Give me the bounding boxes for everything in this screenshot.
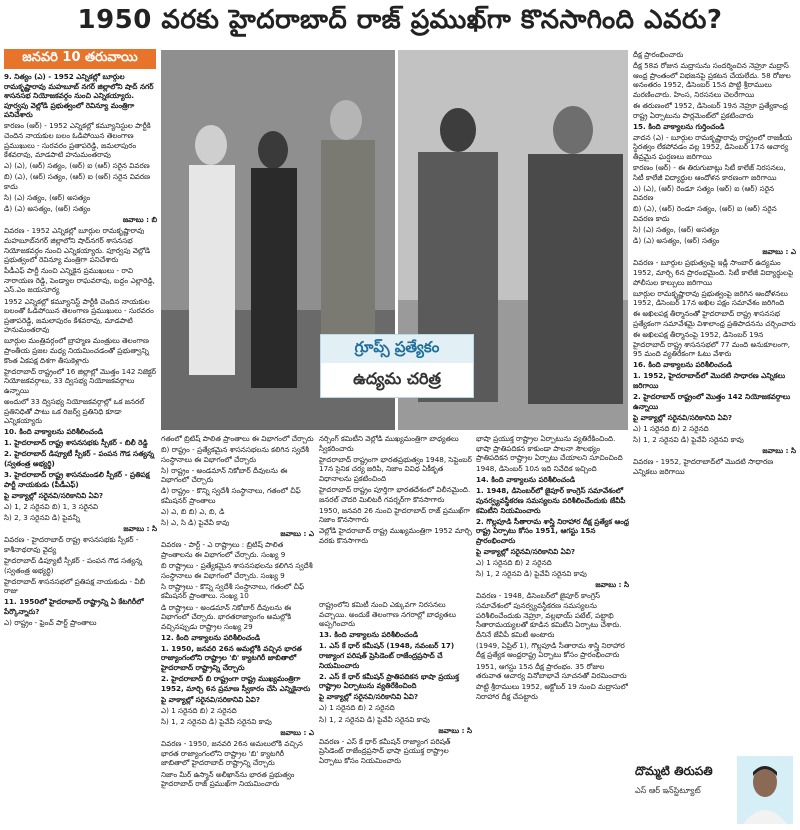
author-photo xyxy=(737,756,793,824)
article-paragraph: 11. 1950లో హైదరాబాద్ రాష్ట్రాన్ని ఏ కేటగిరీలో పేర్కొన్నారు? xyxy=(4,597,144,616)
article-paragraph: జవాబు : సి xyxy=(595,580,629,590)
article-paragraph: 1. 1950, జనవరి 26న అమల్లోకి వచ్చిన భారత రాజ్యాంగంలోని రాష్ట్రాల 'బి' క్యాటగిరీ జాబితాలో హైదరాబాద్ రాష్ట్రాన్ని చేర్చారు xyxy=(161,643,302,673)
article-column-4 xyxy=(476,434,629,828)
article-paragraph: భాషా ప్రయుక్త రాష్ట్రాల ఏర్పాటును వ్యతిరేకించింది. భాషా ప్రాతిపదికన కాకుండా పాలనా సౌలభ్యం ప్రాతిపదికన రాష్ట్రాల ఏర్పాటు చేయాలని సూచించింది xyxy=(476,434,623,463)
article-paragraph: జవాబు : ఎ xyxy=(280,728,314,738)
article-paragraph: 1. 1952, హైదరాబాద్‌లో మొదటి సాధారణ ఎన్నికలు జరిగాయి xyxy=(633,371,786,390)
article-paragraph: సి) 1, 2 సరైనవి డి) పైవేవీ సరైనవి కావు xyxy=(476,569,587,579)
section-tag: జనవరి 10 తరువాయి xyxy=(4,49,156,69)
article-paragraph: (1949, ఏప్రిల్ 1), గొల్లపూడి సీతారామ శాస్త్రి నిరాహార దీక్ష ప్రత్యేక ఆంధ్రరాష్ట్ర ఏర్పాటు కోసం ప్రారంభించారు xyxy=(476,640,625,660)
article-paragraph: ఎ) 1 సరైనది బి) 2 సరైనది xyxy=(633,423,709,433)
article-paragraph: 1950, జనవరి 26 నుంచి హైదరాబాద్ రాజ్ ప్రముఖ్‌గా నిజాం కొనసాగారు xyxy=(319,505,471,525)
article-paragraph: అందులో 33 ద్విసభ్య నియోజకవర్గాల్లో ఒక జనరల్ ప్రతినిధితో పాటు ఒక రిజర్వ్ ప్రతినిధి కూడా ఎన్నికయ్యారు xyxy=(4,397,145,426)
article-paragraph: బూర్గుల రామకృష్ణారావు ప్రభుత్వంపై జరిగిన ఆందోళనలు 1952, డిసెంబర్ 17న అఖిల పక్షం సమావేశం జరిగింది xyxy=(633,288,788,308)
panel-subtitle: ఉద్యమ చరిత్ర xyxy=(353,368,441,388)
article-paragraph: డి) రాష్ట్రం - కొన్ని స్వదేశీ సంస్థానాలు, గతంలో చీఫ్ కమీషనర్ ప్రాంతాలు xyxy=(161,486,301,506)
article-paragraph: వివరణ - 1948, డిసెంబర్‌లో జైపూర్ కాంగ్రెస్ సమావేశంలో పునర్వ్యవస్థీకరణ సమస్యలను పరిశీలించేందుకు నెహ్రూ, వల్లభాయ్ పటేల్, పట్టాభి సీతారామయ్యలతో కూడిన కమిటీని ఏర్పాటు చేశారు. దీనినే జేవీపీ కమిటీ అంటారు xyxy=(476,591,622,639)
article-column-2 xyxy=(161,434,314,828)
article-column-5 xyxy=(633,50,796,748)
article-paragraph: వెల్లోడి హైదరాబాద్ రాష్ట్ర ముఖ్యమంత్రిగా 1952 మార్చి వరకు కొనసాగారు xyxy=(319,526,472,545)
article-paragraph: 1952 ఎన్నికల్లో కమ్యూనిస్ట్ పార్టీకి చెందిన నాయకుల బలంతో ఓడిపోయిన తెలంగాణ ప్రముఖులు - సురవరం ప్రతాపరెడ్డి, జమలాపురం కేశవరావు, మాడపాటి హనుమంతరావు xyxy=(4,296,154,335)
article-paragraph: 13. కింది వాక్యాలను పరిశీలించండి xyxy=(319,630,419,640)
article-paragraph: డి) (ఎ) అసత్యం, (ఆర్) సత్యం xyxy=(4,204,91,214)
article-paragraph: బి) (ఎ), (ఆర్) సత్యం, (ఆర్) ఐ (ఆర్) సరైన వివరణ కాదు xyxy=(4,172,151,192)
groups-special-panel xyxy=(320,334,474,398)
article-paragraph: వాదన (ఎ) - బూర్గుల రామకృష్ణారావు రాష్ట్రంలో రాజకీయ స్థిరత్వం లేకపోవడం వల్ల 1952, డిసెంబర్ 17న ఆచార్య తీవ్రమైన ఘర్షణలు జరిగాయి xyxy=(633,132,793,161)
article-paragraph: వివరణ - ఎస్ కే ధార్ కమీషన్ రాజ్యాంగ పరిషత్ ప్రెసిడెంట్ రాజేంద్రప్రసాద్ భాషా ప్రయుక్త రాష్ట్రాల ఏర్పాటు కోసం నియమించారు xyxy=(319,736,451,765)
author-box xyxy=(633,752,796,828)
article-paragraph: ఎ) 1, 2 సరైనవి బి) 1, 3 సరైనవి xyxy=(4,501,99,511)
article-paragraph: 2. హైదరాబాద్ డిప్యూటీ స్పీకర్ - పంపన గౌడ సత్యన్న (స్వతంత్ర అభ్యర్థి) xyxy=(4,449,155,469)
article-paragraph: 1. ఎస్ కే ధార్ కమీషన్ (1948, నవంబర్ 17) రాజ్యాంగ పరిషత్ ప్రెసిడెంట్ రాజేంద్రప్రసాద్ చే నియమించారు xyxy=(319,641,455,670)
article-paragraph: 1948, డిసెంబర్ 10న ఇది నివేదిక ఇచ్చింది xyxy=(476,464,597,474)
article-paragraph: వివరణ - హైదరాబాద్ రాష్ట్ర శాసనసభకు స్పీకర్ - కాశీనాథరావు వైద్య xyxy=(4,535,139,554)
article-paragraph: హైదరాబాద్ రాష్ట్రంలో 16 జిల్లాల్లో మొత్తం 142 నిజెక్టర్ నియోజకవర్గాలు, 33 ద్విసభ్య నియోజకవర్గాలు ఉన్నాయి xyxy=(4,366,156,395)
article-paragraph: డి రాష్ట్రాలు - అండమాన్ నికోబార్ దీవులను ఈ విభాగంలో చేర్చారు. భారతరాజ్యాంగం అమల్లోకి వచ్చినప్పుడు రాష్ట్రాల సంఖ్య 29 xyxy=(161,602,292,631)
article-paragraph: హైదరాబాద్ డిప్యూటీ స్పీకర్ - పంపన గౌడ సత్యన్న (స్వతంత్ర అభ్యర్థి) xyxy=(4,555,143,575)
author-avatar-icon xyxy=(737,756,793,824)
article-paragraph: సి) 1, 2 సరైనవి డి) పైవేవీ సరైనవి కావు xyxy=(319,714,430,724)
article-paragraph: వివరణ - 1952, హైదరాబాద్‌లో మొదటి సాధారణ ఎన్నికలు జరిగాయి xyxy=(633,457,774,476)
article-paragraph: సి) 1, 2 సరైనవి డి) పైవేవీ సరైనవి కావు xyxy=(161,717,272,727)
article-paragraph: నిజాం మీర్ ఉస్మాన్ అలీఖాన్‌ను భారత ప్రభుత్వం హైదరాబాద్ రాజ్ ప్రముఖ్‌గా నియమించారు xyxy=(161,769,295,789)
article-paragraph: జవాబు : సి xyxy=(762,446,796,456)
article-paragraph: సి రాష్ట్రాలు - కొన్ని స్వదేశీ సంస్థానాలు, గతంలో చీఫ్ కమీషనర్ ప్రాంతాలు. సంఖ్య 10 xyxy=(161,581,305,601)
article-paragraph: 3. హైదరాబాద్ రాష్ట్ర శాసనమండలి స్పీకర్ - ప్రతిపక్ష పార్టీ నాయకుడు (పీడీఎఫ్) xyxy=(4,470,150,489)
article-paragraph: కారణం (ఆర్) - ఈ తిరుగుబాట్లు సిటీ కాలేజ్ నిరసనలు, సిటీ కాలేజీ విద్యార్థుల ఆందోళన కారణంగా జరిగాయి xyxy=(633,163,786,182)
article-paragraph: పీడీఎఫ్ పార్టీ నుంచి ఎన్నికైన ప్రముఖులు - రావి నారాయణ రెడ్డి, పెండ్యాల రాఘవరావు, బద్దం ఎల్లారెడ్డి, ఎస్.ఎం జయసూర్య xyxy=(4,266,155,295)
article-paragraph: ఎ) ఎ, బి బి) ఎ, బి, డి xyxy=(161,507,225,517)
article-paragraph: 2. హైదరాబాద్ బి రాష్ట్రంగా రాష్ట్ర ముఖ్యమంత్రిగా 1952, మార్చి 6న ప్రమాణ స్వీకారం చేసి ఎన్నికైనారు xyxy=(161,674,311,693)
article-paragraph: రాష్ట్రంలోని కమిటీ నుంచి ఎక్కువగా నిరసనలు వచ్చాయి. అందుకే తెలంగాణ నగరాల్లో బాధ్యతలు అప్పగించారు xyxy=(319,600,456,629)
article-paragraph: వివరణ - బూర్గుల ప్రభుత్వంపై ఇడ్లీ సాంబార్ ఉద్యమం 1952, మార్చి 6న ప్రారంభమైంది. సిటీ కాలేజీ విద్యార్థులపై పోలీసుల కాల్పులు జరిగాయి xyxy=(633,258,794,287)
article-paragraph: జవాబు : బి xyxy=(122,215,157,225)
article-paragraph: దీక్ష 58వ రోజున మద్రాసును సందర్శించిన నెహ్రూ మద్రాస్ ఆంధ్ర ప్రాంతంలో విభజనపై ప్రకటన చేయలేదు. 58 రోజుల అనంతరం 1952, డిసెంబర్ 15న పొట్టి శ్రీరాములు మరణించారు. హింస, నిరసనలు చెలరేగాయి xyxy=(633,61,791,99)
article-paragraph: పై వాక్యాల్లో సరైనవి/సరికానివి ఏవి? xyxy=(633,412,733,422)
article-paragraph: సి) ఎ, సి డి) పైవేవీ కావు xyxy=(161,518,230,528)
article-paragraph: సి) రాష్ట్రం - అండమాన్ నికోబార్ దీవులను ఈ విభాగంలో చేర్చారు xyxy=(161,465,288,485)
article-paragraph: ఎ) 1 సరైనది బి) 2 సరైనది xyxy=(476,558,552,568)
article-paragraph: 1. హైదరాబాద్ రాష్ట్ర శాసనసభకు స్పీకర్ - బిలీ రెడ్డి xyxy=(4,438,148,448)
article-paragraph: 2. ఎస్ కే ధార్ కమీషన్ ప్రాతిపదికన భాషా ప్రయుక్త రాష్ట్రాల ఏర్పాటును వ్యతిరేకించింది xyxy=(319,671,459,691)
article-paragraph: పై వాక్యాల్లో సరైనవి/సరికానివి ఏవి? xyxy=(4,490,104,500)
article-paragraph: జవాబు : సి xyxy=(438,725,472,735)
article-paragraph: సి) 2, 3 సరైనవి డి) పైవన్నీ xyxy=(4,513,81,523)
article-paragraph: ఎ) రాష్ట్రం - ఫ్రెంచ్ పార్ట్ ప్రాంతాలు xyxy=(4,617,97,627)
article-paragraph: 1. 1948, డిసెంబర్‌లో జైపూర్ కాంగ్రెస్ సమావేశంలో పునర్వ్యవస్థీకరణ సమస్యలను పరిశీలించేందుకు జేవీపీ కమిటీని నియమించారు xyxy=(476,486,626,515)
article-paragraph: పొట్టి శ్రీరాములు 1952, అక్టోబర్ 19 నుంచి మద్రాసులో నిరాహార దీక్ష చేపట్టారు xyxy=(476,682,628,701)
article-paragraph: ఈ తరుణంలో 1952, డిసెంబర్ 19న నెహ్రూ ప్రత్యేకాంధ్ర రాష్ట్ర ఏర్పాటును పార్లమెంట్‌లో ప్రకటించారు xyxy=(633,100,788,120)
article-paragraph: 12. కింది వాక్యాలను పరిశీలించండి xyxy=(161,632,261,642)
article-paragraph: బూర్గుల మంత్రివర్గంలో బ్రాహ్మణ మంత్రులు తెలంగాణ ప్రాంతీయ ప్రజల మధ్య నియమించడంతో ప్రభుత్వాన్ని కొంత ఏకపక్ష దిశగా తీసుకెళ్లారు xyxy=(4,336,149,365)
article-paragraph: ఎ) (ఎ), (ఆర్) సత్యం, (ఆర్) ఐ (ఆర్) సరైన వివరణ xyxy=(4,161,150,171)
article-paragraph: హైదరాబాద్ రాష్ట్రంగా భారతప్రభుత్వం 1948, సెప్టెంబర్ 17న సైనిక చర్య జరిపి, నిజాం వివిధ ఏకీకృత విధానాలను ప్రకటించింది xyxy=(319,454,472,483)
article-paragraph: జవాబు : ఎ xyxy=(280,529,314,539)
article-paragraph: 2. గొల్లపూడి సీతారామ శాస్త్రి నిరాహార దీక్ష ప్రత్యేక ఆంధ్ర రాష్ట్ర ఏర్పాటు కోసం 1951, ఆగస్టు 15న ప్రారంభించారు xyxy=(476,516,629,545)
article-paragraph: ఈ అఖిలపక్ష తీర్మానంపై 1952, డిసెంబర్ 19న హైదరాబాద్ రాష్ట్ర శాసనసభలో 77 మంది అనుకూలంగా, 95 మంది వ్యతిరేకంగా ఓటు వేశారు xyxy=(633,330,790,359)
article-paragraph: పై వాక్యాల్లో సరైనవి/సరికానివి ఏవి? xyxy=(476,547,576,557)
article-paragraph: వివరణ - 1950, జనవరి 26న అమలులోకి వచ్చిన భారత రాజ్యాంగంలోని రాష్ట్రాల 'బి' క్యాటగిరీ జాబితాలో హైదరాబాద్ రాష్ట్రాన్ని చేర్చారు xyxy=(161,739,303,768)
article-paragraph: సి) (ఎ) సత్యం, (ఆర్) అసత్యం xyxy=(633,225,720,235)
article-paragraph: బి) రాష్ట్రం - ప్రత్యేకమైన శాసనసభలను కలిగిన స్వదేశీ సంస్థానాలు ఈ విభాగంలో చేర్చారు xyxy=(161,445,310,464)
article-paragraph: 1951, ఆగస్టు 15న దీక్ష ప్రారంభం. 35 రోజుల తరువాత ఆచార్య వినోబాభావే సూచనతో విరమించారు xyxy=(476,661,627,681)
article-paragraph: హైదరాబాద్ శాసనసభలో ప్రతిపక్ష నాయకుడు - వీబీ రాజు xyxy=(4,576,146,596)
article-paragraph: ఈ అఖిలపక్ష తీర్మానంతో హైదరాబాద్ రాష్ట్ర శాసనసభ ప్రత్యేకంగా సమావేశమై విశాలాంధ్ర ప్రతిపాదనను చర్చించారు xyxy=(633,309,796,328)
article-column-3 xyxy=(319,600,472,828)
article-paragraph: 2. హైదరాబాద్ రాష్ట్రంలో మొత్తం 142 నియోజకవర్గాలు ఉన్నాయి xyxy=(633,392,791,411)
article-paragraph: ఎ) 1 సరైనది బి) 2 సరైనది xyxy=(161,705,237,715)
article-paragraph: 15. కింది వాక్యాలను గుర్తించండి xyxy=(633,121,725,131)
article-paragraph: హైదరాబాద్ రాష్ట్రం పూర్తిగా భారతదేశంలో విలీనమైంది. జనరల్ చౌదరి మిలిటరీ గవర్నర్‌గా కొనసాగారు xyxy=(319,484,471,504)
article-paragraph: వివరణ - పార్ట్ - ఎ రాష్ట్రాలు : బ్రిటిష్ పాలిత ప్రాంతాలను ఈ విభాగంలో చేర్చారు. సంఖ్య 9 xyxy=(161,540,286,560)
article-paragraph: నర్సింగ్ కమిటీని వెల్లోడి ముఖ్యమంత్రిగా బాధ్యతలు స్వీకరించారు xyxy=(319,434,459,453)
article-paragraph: గతంలో బ్రిటిష్ పాలిత ప్రాంతాలు ఈ విభాగంలో చేర్చారు xyxy=(161,434,314,443)
article-paragraph: దీక్ష ప్రారంభించారు xyxy=(633,50,684,59)
article-paragraph: 9. నిత్యం (ఎ) - 1952 ఎన్నికల్లో బూర్గుల రామకృష్ణారావు మహబూబ్ నగర్ జిల్లాలోని షాద్ నగర్ శాసనసభ నియోజకవర్గం నుంచి ఎన్నికయ్యారు. పూర్వపు వెల్లోడి ప్రభుత్వంలో రెవిన్యూ మంత్రిగా పనిచేశారు xyxy=(4,72,154,120)
article-paragraph: సి) (ఎ) సత్యం, (ఆర్) అసత్యం xyxy=(4,193,91,203)
article-paragraph: బి రాష్ట్రాలు - ప్రత్యేకమైన శాసనసభలను కలిగిన స్వదేశీ సంస్థానాలు ఈ విభాగంలో చేర్చారు. సంఖ్య 9 xyxy=(161,561,313,580)
article-paragraph: జవాబు : ఎ xyxy=(762,247,796,257)
article-paragraph: వివరణ - 1952 ఎన్నికల్లో బూర్గుల రామకృష్ణారావు మహబూబ్‌నగర్ జిల్లాలోని షాద్‌నగర్ శాసనసభ నియోజకవర్గం నుంచి ఎన్నికయ్యారు. పూర్వపు వెల్లోడి ప్రభుత్వంలో రెవిన్యూ మంత్రిగా పనిచేశారు xyxy=(4,226,151,265)
author-name: దొమ్మటి తిరుపతి xyxy=(635,764,713,778)
author-role: ఎస్ ఆర్ ఇన్‌స్టిట్యూట్ xyxy=(635,786,701,795)
article-paragraph: 14. కింది వాక్యాలను పరిశీలించండి xyxy=(476,475,576,485)
page-headline: 1950 వరకు హైదరాబాద్ రాజ్ ప్రముఖ్‌గా కొనసాగింది ఎవరు? xyxy=(77,5,723,35)
panel-title: గ్రూప్స్ ప్రత్యేకం xyxy=(321,335,473,363)
article-paragraph: కారణం (ఆర్) - 1952 ఎన్నికల్లో కమ్యూనిస్టుల పార్టీకి చెందిన నాయకుల బలం ఓడిపోయిన తెలంగాణ ప్రముఖులు - సురవరం ప్రతాపరెడ్డి, జమలాపురం కేశవరావు, మాడపాటి హనుమంతరావు xyxy=(4,121,151,160)
article-paragraph: సి) 1, 2 సరైనవి డి) పైవేవీ సరైనవి కావు xyxy=(633,434,744,444)
article-paragraph: 16. కింది వాక్యాలను పరిశీలించండి xyxy=(633,360,733,370)
article-column-3-top xyxy=(319,434,472,594)
article-paragraph: ఎ) 1 సరైనది బి) 2 సరైనది xyxy=(319,703,395,713)
article-paragraph: పై వాక్యాల్లో సరైనవి/సరికానివి ఏవి? xyxy=(161,694,261,704)
article-paragraph: 10. కింది వాక్యాలను పరిశీలించండి xyxy=(4,427,104,437)
article-paragraph: ఎ) (ఎ), (ఆర్) రెండూ సత్యం (ఆర్) ఐ (ఆర్) సరైన వివరణ xyxy=(633,183,774,203)
article-paragraph: బి) (ఎ), (ఆర్) రెండూ సత్యం, (ఆర్) ఐ (ఆర్) సరైన వివరణ కాదు xyxy=(633,204,777,223)
article-paragraph: పై వాక్యాల్లో సరైనవి/సరికానివి ఏవి? xyxy=(319,692,419,702)
article-paragraph: జవాబు : సి xyxy=(123,524,157,534)
article-column-1 xyxy=(4,72,157,828)
article-paragraph: డి) (ఎ) అసత్యం, (ఆర్) సత్యం xyxy=(633,236,720,246)
